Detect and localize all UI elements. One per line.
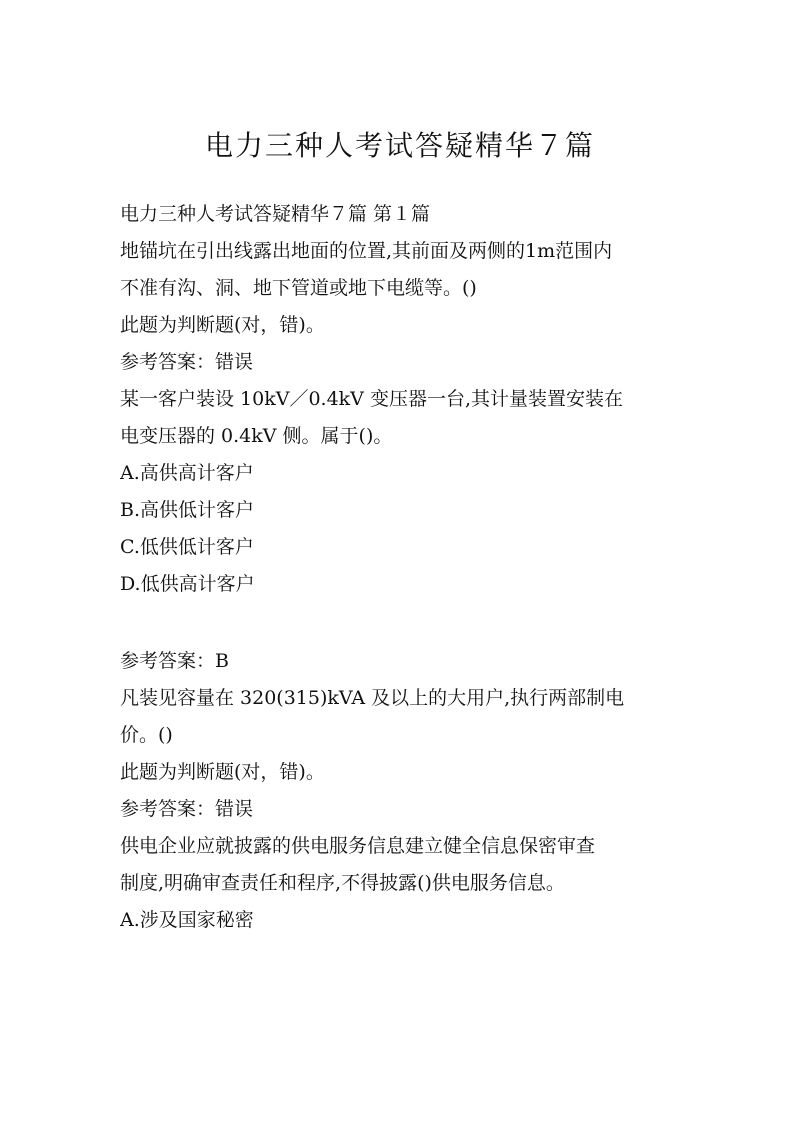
question-3-text-line-2: 价。() xyxy=(120,724,173,746)
document-title: 电力三种人考试答疑精华７篇 xyxy=(204,129,595,162)
question-2-text-line-1: 某一客户装设 10kV／0.4kV 变压器一台,其计量装置安装在 xyxy=(120,388,623,410)
question-2-answer: 参考答案：B xyxy=(120,650,229,672)
question-2-option-a: A.高供高计客户 xyxy=(120,462,254,484)
section-heading: 电力三种人考试答疑精华７篇 第１篇 xyxy=(120,203,431,225)
question-3-type: 此题为判断题(对，错)。 xyxy=(120,761,325,783)
question-4-option-a: A.涉及国家秘密 xyxy=(120,909,254,931)
question-4-text-line-1: 供电企业应就披露的供电服务信息建立健全信息保密审查 xyxy=(120,835,596,857)
question-3-text-line-1: 凡装见容量在 320(315)kVA 及以上的大用户,执行两部制电 xyxy=(120,687,625,709)
question-2-text-line-2: 电变压器的 0.4kV 侧。属于()。 xyxy=(120,425,393,447)
question-4-text-line-2: 制度,明确审查责任和程序,不得披露()供电服务信息。 xyxy=(120,872,565,894)
question-2-option-d: D.低供高计客户 xyxy=(120,573,255,595)
document-body xyxy=(120,196,690,939)
question-1-text-line-1: 地锚坑在引出线露出地面的位置,其前面及两侧的1m范围内 xyxy=(120,240,613,262)
question-1-type: 此题为判断题(对，错)。 xyxy=(120,314,325,336)
question-2-option-b: B.高供低计客户 xyxy=(120,499,255,521)
spacer xyxy=(120,603,690,643)
question-1-text-line-2: 不准有沟、洞、地下管道或地下电缆等。() xyxy=(120,277,477,299)
question-2-option-c: C.低供低计客户 xyxy=(120,536,254,558)
question-1-answer: 参考答案：错误 xyxy=(120,351,254,373)
question-3-answer: 参考答案：错误 xyxy=(120,798,254,820)
